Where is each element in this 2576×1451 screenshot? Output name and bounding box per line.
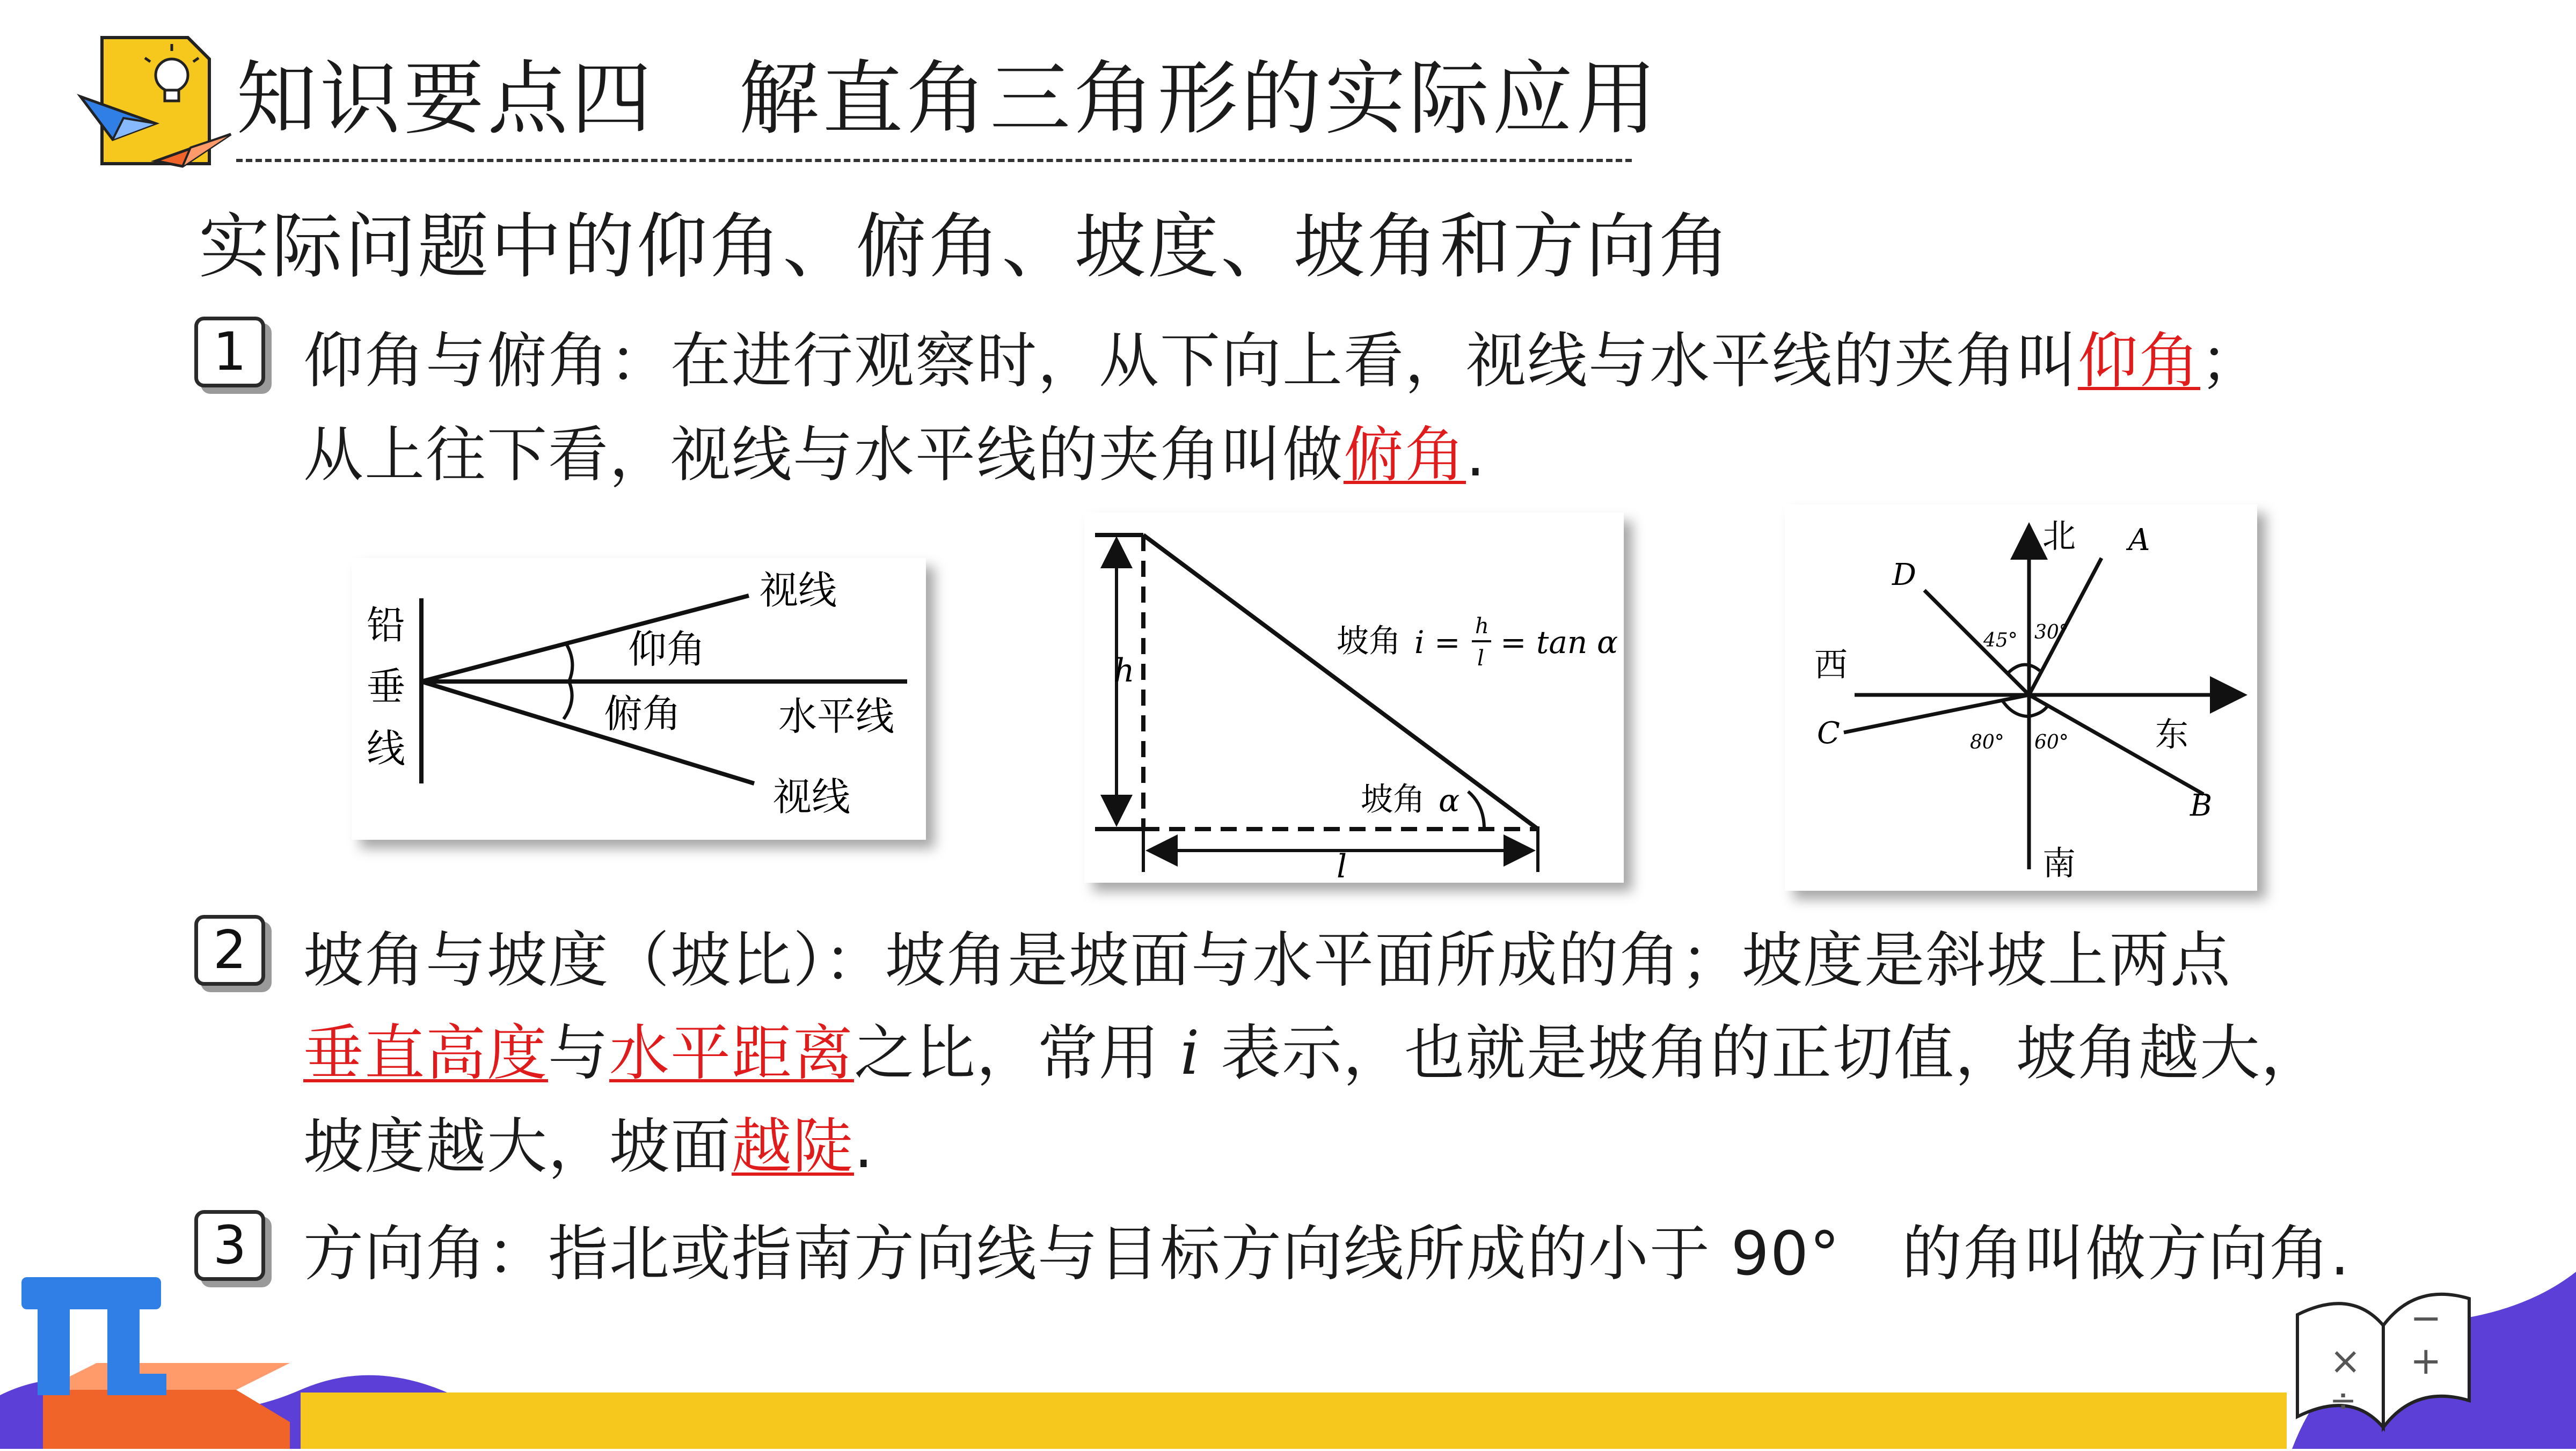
formula-tan: = tan [1500, 624, 1588, 661]
symbol-i: i [1180, 1018, 1201, 1088]
item-1-text-b: ； [2200, 326, 2261, 396]
pi-icon [11, 1266, 311, 1449]
formula-den: l [1477, 646, 1484, 671]
slope-angle-arc [1468, 792, 1484, 829]
item-2-text-b: 之比，常用 [854, 1018, 1160, 1088]
title-icon [75, 32, 236, 172]
angle-label: 坡角 [1361, 781, 1425, 818]
item-1-line-2 [303, 415, 1486, 495]
section-subtitle: 实际问题中的仰角、俯角、坡度、坡角和方向角 [199, 206, 1732, 288]
formula-num: h [1475, 614, 1489, 639]
label-horizontal: 水平线 [778, 694, 895, 739]
figure-elevation-depression [352, 558, 926, 840]
label-west: 西 [1814, 645, 1848, 684]
label-depression: 俯角 [604, 691, 682, 736]
plumb-char-1: 铅 [367, 603, 406, 648]
label-C: C [1817, 716, 1840, 751]
label-h: h [1114, 652, 1135, 690]
svg-text:÷: ÷ [2330, 1382, 2357, 1419]
slope-line [1143, 535, 1538, 829]
plumb-char-2: 垂 [367, 664, 406, 709]
formula-i: i = [1414, 624, 1461, 661]
item-1-text-d: . [1466, 420, 1486, 490]
item-1-text-a: 仰角与俯角：在进行观察时，从下向上看，视线与水平线的夹角叫 [303, 326, 2078, 396]
answer-depression: 俯角 [1344, 420, 1466, 490]
label-30deg: 30° [2034, 621, 2069, 643]
label-D: D [1892, 558, 1916, 592]
answer-vertical-height: 垂直高度 [303, 1018, 548, 1088]
svg-text:−: − [2410, 1296, 2442, 1340]
svg-text:×: × [2330, 1339, 2361, 1383]
item-1-badge: 1 [194, 317, 265, 387]
svg-text:+: + [2410, 1339, 2442, 1383]
label-80deg: 80° [1970, 731, 2004, 753]
item-2-line-1: 坡角与坡度（坡比）：坡角是坡面与水平面所成的角；坡度是斜坡上两点 [303, 926, 2231, 995]
plumb-char-3: 线 [367, 726, 406, 771]
label-45deg: 45° [1983, 629, 2018, 651]
item-3-line-1: 方向角：指北或指南方向线与目标方向线所成的小于 90° 的角叫做方向角. [303, 1219, 2351, 1289]
item-1-text-c: 从上往下看，视线与水平线的夹角叫做 [303, 420, 1344, 490]
answer-elevation: 仰角 [2078, 326, 2200, 396]
depression-arc [564, 681, 572, 719]
title-prefix: 知识要点四 [236, 53, 655, 146]
book-icon [2287, 1266, 2480, 1438]
item-2-text-a: 与 [548, 1018, 609, 1088]
figure-slope [1084, 512, 1624, 883]
label-sight-up: 视线 [760, 568, 837, 613]
item-2-badge: 2 [194, 915, 265, 986]
item-2-text-e: . [854, 1112, 874, 1182]
figure-direction [1785, 504, 2257, 891]
item-2-text-c: 表示，也就是坡角的正切值，坡角越大， [1221, 1018, 2323, 1088]
answer-steeper: 越陡 [732, 1112, 854, 1182]
formula-alpha: α [1597, 624, 1618, 661]
item-2-line-3 [303, 1106, 874, 1187]
label-north: 北 [2042, 516, 2076, 555]
ray-C [1844, 695, 2029, 732]
label-B: B [2190, 788, 2213, 823]
item-1-line-1 [303, 321, 2261, 401]
answer-horizontal-distance: 水平距离 [609, 1018, 854, 1088]
label-elevation: 仰角 [628, 627, 706, 672]
label-east: 东 [2155, 715, 2189, 754]
elevation-arc [566, 644, 572, 681]
label-A: A [2128, 523, 2150, 558]
label-60deg: 60° [2034, 731, 2069, 753]
item-3-badge: 3 [194, 1210, 265, 1281]
label-l: l [1337, 848, 1347, 883]
sight-line-down [421, 681, 754, 783]
formula-label: 坡角 [1337, 622, 1401, 660]
item-2-text-d: 坡度越大，坡面 [303, 1112, 732, 1182]
angle-alpha: α [1439, 782, 1460, 819]
label-sight-down: 视线 [773, 774, 851, 819]
item-2-line-2 [303, 1013, 2322, 1094]
label-south: 南 [2042, 844, 2076, 883]
page-title [236, 46, 1660, 153]
bottom-yellow-bar [301, 1393, 2287, 1449]
title-main: 解直角三角形的实际应用 [739, 53, 1660, 146]
title-divider [236, 159, 1632, 162]
